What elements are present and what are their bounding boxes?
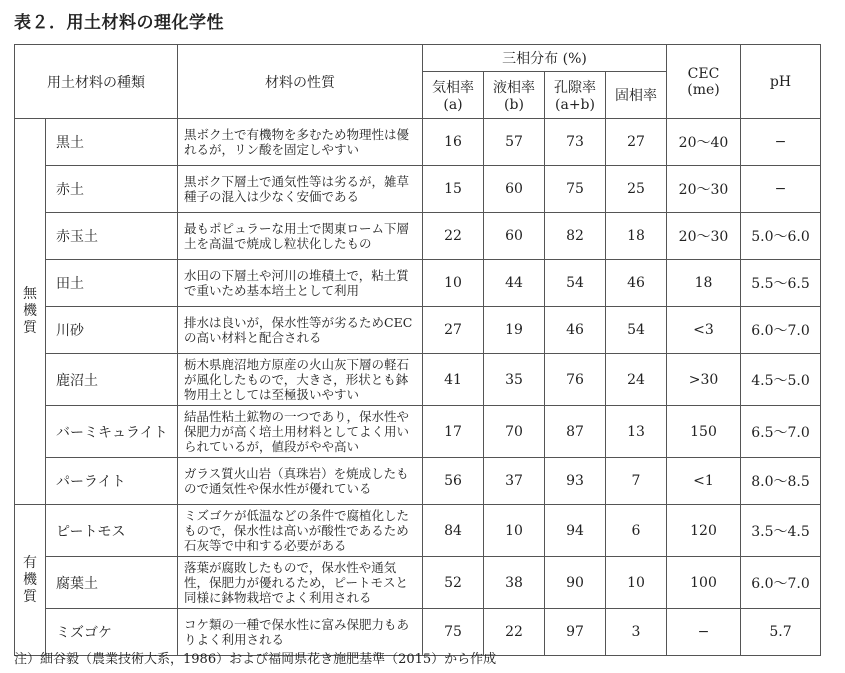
header-cec (667, 45, 741, 119)
table-row (15, 119, 821, 166)
soil-material-table (14, 44, 821, 656)
table-title: 表２．用土材料の理化学性 (14, 13, 224, 33)
header-gas-label: 気相率 (432, 80, 474, 96)
cec-value: 20〜30 (667, 166, 741, 213)
material-description: 結晶性粘土鉱物の一つであり，保水性や保肥力が高く培土用材料としてよく用いられているが，値段がやや高い (178, 406, 423, 458)
header-properties: 材料の性質 (178, 45, 423, 119)
group-label-char: 機 (23, 571, 37, 588)
porosity-value: 76 (545, 354, 606, 406)
material-name: ミズゴケ (46, 609, 178, 656)
header-gas-phase (423, 72, 484, 119)
material-name: 赤土 (46, 166, 178, 213)
material-description: コケ類の一種で保水性に富み保肥力もありよく利用される (178, 609, 423, 656)
liquid-phase-value: 60 (484, 213, 545, 260)
ph-value: 8.0〜8.5 (741, 458, 821, 505)
table-row (15, 260, 821, 307)
group-label-char: 質 (23, 320, 37, 336)
ph-value: 5.7 (741, 609, 821, 656)
ph-value: 6.0〜7.0 (741, 557, 821, 609)
group-label-char: 無 (23, 286, 37, 302)
cec-value: 18 (667, 260, 741, 307)
header-ph: pH (741, 45, 821, 119)
porosity-value: 75 (545, 166, 606, 213)
liquid-phase-value: 10 (484, 505, 545, 557)
solid-phase-value: 3 (606, 609, 667, 656)
solid-phase-value: 18 (606, 213, 667, 260)
solid-phase-value: 46 (606, 260, 667, 307)
cec-value: 20〜40 (667, 119, 741, 166)
solid-phase-value: 6 (606, 505, 667, 557)
liquid-phase-value: 22 (484, 609, 545, 656)
porosity-value: 97 (545, 609, 606, 656)
material-name: ピートモス (46, 505, 178, 557)
table-row (15, 505, 821, 557)
porosity-value: 87 (545, 406, 606, 458)
porosity-value: 46 (545, 307, 606, 354)
header-phase-distribution: 三相分布 (%) (423, 45, 667, 72)
liquid-phase-value: 57 (484, 119, 545, 166)
cec-value: <3 (667, 307, 741, 354)
header-pore-symbol: (a+b) (555, 97, 595, 113)
cec-value: 120 (667, 505, 741, 557)
header-material-type: 用土材料の種類 (15, 45, 178, 119)
table-row (15, 166, 821, 213)
header-cec-unit: (me) (687, 81, 720, 98)
porosity-value: 94 (545, 505, 606, 557)
ph-value: 6.0〜7.0 (741, 307, 821, 354)
material-description: 排水は良いが，保水性等が劣るためCECの高い材料と配合される (178, 307, 423, 354)
material-description: 黒ボク下層土で通気性等は劣るが，雑草種子の混入は少なく安価である (178, 166, 423, 213)
header-liquid-phase (484, 72, 545, 119)
table-row (15, 406, 821, 458)
porosity-value: 82 (545, 213, 606, 260)
material-description: 栃木県鹿沼地方原産の火山灰下層の軽石が風化したもので，大きさ，形状とも鉢物用土としては至極扱いやすい (178, 354, 423, 406)
liquid-phase-value: 38 (484, 557, 545, 609)
footnote: 注）細谷毅（農業技術大系，1986）および福岡県花き施肥基準（2015）から作成 (14, 652, 497, 667)
solid-phase-value: 13 (606, 406, 667, 458)
material-description: 最もポピュラーな用土で関東ローム下層土を高温で焼成し粒状化したもの (178, 213, 423, 260)
cec-value: >30 (667, 354, 741, 406)
material-name: パーライト (46, 458, 178, 505)
header-liquid-label: 液相率 (493, 80, 535, 96)
table-row (15, 354, 821, 406)
porosity-value: 54 (545, 260, 606, 307)
group-label-inorganic (15, 119, 46, 505)
header-pore-label: 孔隙率 (554, 80, 596, 96)
solid-phase-value: 10 (606, 557, 667, 609)
material-name: 赤玉土 (46, 213, 178, 260)
cec-value: <1 (667, 458, 741, 505)
solid-phase-value: 27 (606, 119, 667, 166)
material-description: 水田の下層土や河川の堆積土で，粘土質で重いため基本培土として利用 (178, 260, 423, 307)
gas-phase-value: 10 (423, 260, 484, 307)
liquid-phase-value: 44 (484, 260, 545, 307)
material-name: 田土 (46, 260, 178, 307)
gas-phase-value: 22 (423, 213, 484, 260)
cec-value: 150 (667, 406, 741, 458)
ph-value: 4.5〜5.0 (741, 354, 821, 406)
gas-phase-value: 15 (423, 166, 484, 213)
gas-phase-value: 17 (423, 406, 484, 458)
gas-phase-value: 27 (423, 307, 484, 354)
group-label-organic (15, 505, 46, 656)
table-row (15, 213, 821, 260)
ph-value: 3.5〜4.5 (741, 505, 821, 557)
header-porosity (545, 72, 606, 119)
solid-phase-value: 25 (606, 166, 667, 213)
header-liquid-symbol: (b) (504, 97, 524, 113)
material-description: ガラス質火山岩（真珠岩）を焼成したもので通気性や保水性が優れている (178, 458, 423, 505)
header-cec-label: CEC (687, 65, 720, 82)
table-body (15, 119, 821, 656)
ph-value: − (741, 166, 821, 213)
material-name: 腐葉土 (46, 557, 178, 609)
liquid-phase-value: 35 (484, 354, 545, 406)
ph-value: 6.5〜7.0 (741, 406, 821, 458)
gas-phase-value: 52 (423, 557, 484, 609)
solid-phase-value: 54 (606, 307, 667, 354)
table-row (15, 307, 821, 354)
porosity-value: 73 (545, 119, 606, 166)
porosity-value: 93 (545, 458, 606, 505)
material-description: 落葉が腐敗したもので，保水性や通気性，保肥力が優れるため，ピートモスと同様に鉢物栽培でよく利用される (178, 557, 423, 609)
group-label-char: 有 (23, 554, 37, 571)
porosity-value: 90 (545, 557, 606, 609)
material-description: 黒ボク土で有機物を多むため物理性は優れるが，リン酸を固定しやすい (178, 119, 423, 166)
header-solid-phase: 固相率 (606, 72, 667, 119)
table-row (15, 557, 821, 609)
solid-phase-value: 24 (606, 354, 667, 406)
cec-value: 20〜30 (667, 213, 741, 260)
ph-value: 5.5〜6.5 (741, 260, 821, 307)
liquid-phase-value: 60 (484, 166, 545, 213)
material-name: 黒土 (46, 119, 178, 166)
ph-value: 5.0〜6.0 (741, 213, 821, 260)
material-name: 鹿沼土 (46, 354, 178, 406)
solid-phase-value: 7 (606, 458, 667, 505)
gas-phase-value: 16 (423, 119, 484, 166)
header-gas-symbol: (a) (443, 97, 463, 113)
gas-phase-value: 75 (423, 609, 484, 656)
material-name: 川砂 (46, 307, 178, 354)
group-label-char: 機 (23, 303, 37, 319)
gas-phase-value: 41 (423, 354, 484, 406)
table-row (15, 458, 821, 505)
liquid-phase-value: 70 (484, 406, 545, 458)
material-description: ミズゴケが低温などの条件で腐植化したもので，保水性は高いが酸性であるため石灰等で中和する必要がある (178, 505, 423, 557)
cec-value: 100 (667, 557, 741, 609)
gas-phase-value: 84 (423, 505, 484, 557)
gas-phase-value: 56 (423, 458, 484, 505)
group-label-char: 質 (23, 588, 37, 605)
material-name: バーミキュライト (46, 406, 178, 458)
liquid-phase-value: 37 (484, 458, 545, 505)
liquid-phase-value: 19 (484, 307, 545, 354)
ph-value: − (741, 119, 821, 166)
cec-value: − (667, 609, 741, 656)
